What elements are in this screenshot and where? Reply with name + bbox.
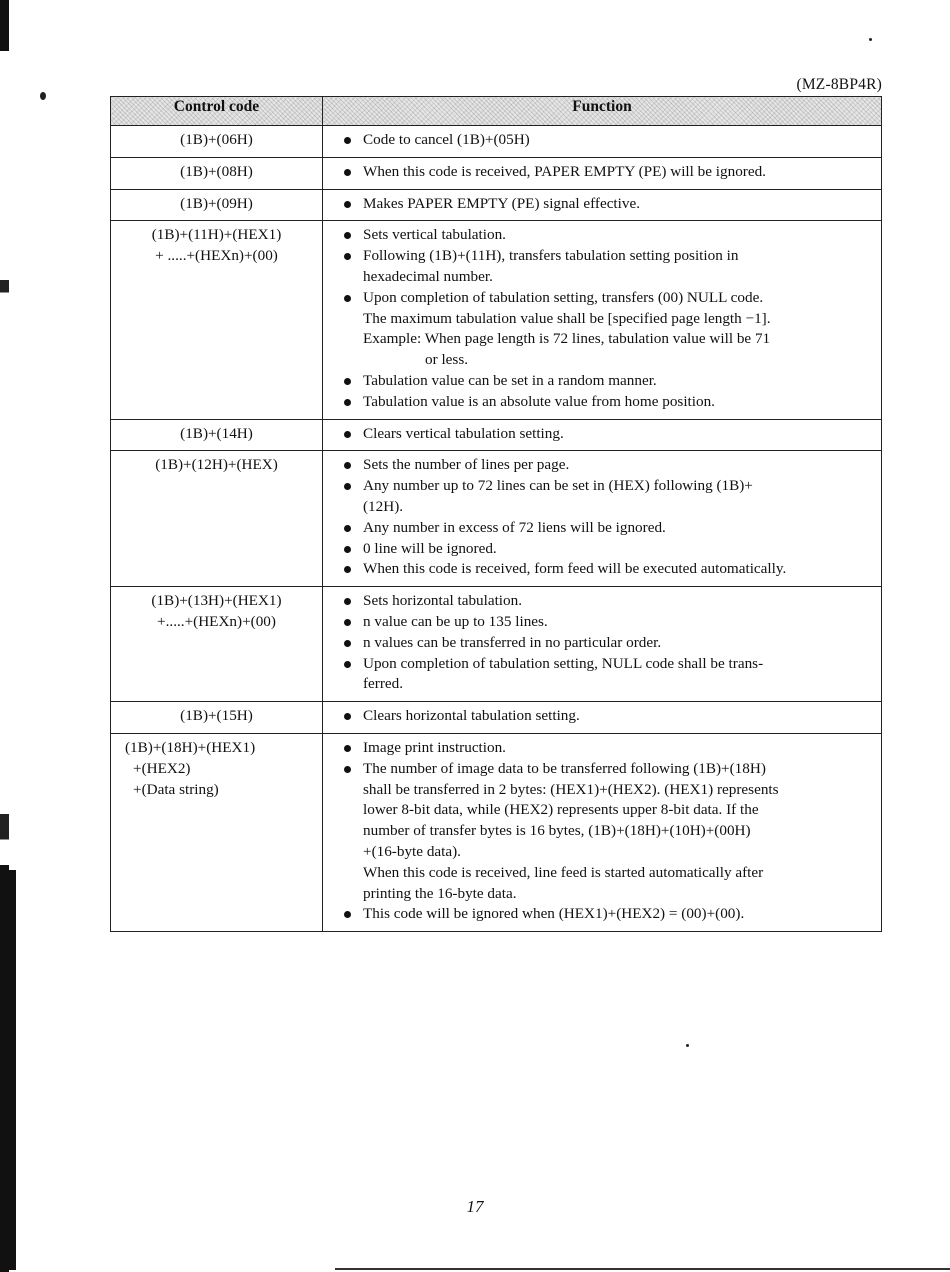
control-code-text: (1B)+(09H) [180,194,253,212]
bullet-continuation: When this code is received, line feed is started automatically after [363,863,764,881]
table-row [111,157,882,189]
scan-speck [686,1044,689,1047]
bullet-continuation: shall be transferred in 2 bytes: (HEX1)+(HEX2). (HEX1) represents [363,780,779,798]
column-header-function: Function [323,97,882,126]
control-code-cell [111,587,323,702]
bullet-item: The number of image data to be transferred following (1B)+(18H) [341,759,865,780]
bullet-continuation: ferred. [363,675,404,693]
function-cell [323,126,882,158]
bullet-item: n values can be transferred in no particular order. [341,633,865,654]
function-cell [323,702,882,734]
bullet-item: Following (1B)+(11H), transfers tabulation setting position in [341,246,865,267]
control-code-text: + .....+(HEXn)+(00) [155,247,278,265]
bullet-item: Tabulation value is an absolute value from home position. [341,392,865,413]
control-code-cell [111,221,323,419]
table-row [111,126,882,158]
function-cell [323,733,882,931]
bullet-item: n value can be up to 135 lines. [341,612,865,633]
control-code-text: (1B)+(15H) [180,707,253,725]
table-row [111,221,882,419]
bullet-continuation: (12H). [363,497,404,515]
page-number: 17 [466,1197,484,1216]
control-code-text: (1B)+(14H) [180,424,253,442]
control-code-text: (1B)+(13H)+(HEX1) [151,592,282,610]
table-row [111,451,882,587]
control-code-cell [111,733,323,931]
bullet-continuation: number of transfer bytes is 16 bytes, (1B)+(18H)+(10H)+(00H) [363,822,751,840]
control-code-text: (1B)+(11H)+(HEX1) [151,226,282,244]
bullet-item: Sets vertical tabulation. [341,225,865,246]
control-code-cell [111,451,323,587]
bullet-item: Makes PAPER EMPTY (PE) signal effective. [341,194,865,215]
bullet-item: Image print instruction. [341,738,865,759]
bullet-item: When this code is received, PAPER EMPTY (PE) will be ignored. [341,162,865,183]
bullet-continuation: Example: When page length is 72 lines, tabulation value will be 71 [363,330,771,348]
control-code-cell [111,702,323,734]
bullet-item: Sets horizontal tabulation. [341,591,865,612]
column-header-control-code: Control code [111,97,323,126]
bullet-item: Sets the number of lines per page. [341,455,865,476]
bullet-item: Tabulation value can be set in a random manner. [341,371,865,392]
table-row [111,702,882,734]
table-row [111,587,882,702]
control-code-cell [111,419,323,451]
control-code-cell [111,126,323,158]
control-code-text: (1B)+(08H) [180,162,253,180]
function-cell [323,451,882,587]
bullet-continuation: printing the 16-byte data. [363,884,517,902]
control-code-text: +.....+(HEXn)+(00) [157,612,276,630]
bullet-item: Upon completion of tabulation setting, NULL code shall be trans- [341,654,865,675]
bullet-item: Upon completion of tabulation setting, transfers (00) NULL code. [341,288,865,309]
scan-speck [40,92,46,100]
binding-edge-shadow [0,0,9,1272]
bullet-continuation: hexadecimal number. [363,267,493,285]
control-code-cell [111,157,323,189]
function-cell [323,221,882,419]
bullet-item: When this code is received, form feed will be executed automatically. [341,559,865,580]
bullet-item: Clears vertical tabulation setting. [341,424,865,445]
function-cell [323,419,882,451]
function-cell [323,157,882,189]
table-row [111,733,882,931]
bullet-item: 0 line will be ignored. [341,539,865,560]
function-cell [323,587,882,702]
bullet-continuation: or less. [425,351,469,369]
control-code-text: +(HEX2) [133,759,191,777]
function-cell [323,189,882,221]
control-code-table [110,96,882,932]
table-row [111,419,882,451]
control-code-text: (1B)+(12H)+(HEX) [155,456,278,474]
bullet-continuation: The maximum tabulation value shall be [specified page length −1]. [363,309,771,327]
bullet-item: Clears horizontal tabulation setting. [341,706,865,727]
bullet-item: Any number in excess of 72 liens will be ignored. [341,518,865,539]
table-row [111,189,882,221]
bottom-rule [335,1268,950,1270]
control-code-cell [111,189,323,221]
table-header-row [111,97,882,126]
control-code-text: +(Data string) [133,780,219,798]
scan-speck [869,38,872,41]
bullet-item: Any number up to 72 lines can be set in (HEX) following (1B)+ [341,476,865,497]
control-code-text: (1B)+(06H) [180,131,253,148]
bullet-continuation: lower 8-bit data, while (HEX2) represents upper 8-bit data. If the [363,801,759,819]
bullet-item: This code will be ignored when (HEX1)+(HEX2) = (00)+(00). [341,904,865,925]
bullet-continuation: +(16-byte data). [363,842,461,860]
bullet-item: Code to cancel (1B)+(05H) [341,130,865,151]
model-code: (MZ-8BP4R) [796,76,882,93]
control-code-text: (1B)+(18H)+(HEX1) [125,738,256,756]
